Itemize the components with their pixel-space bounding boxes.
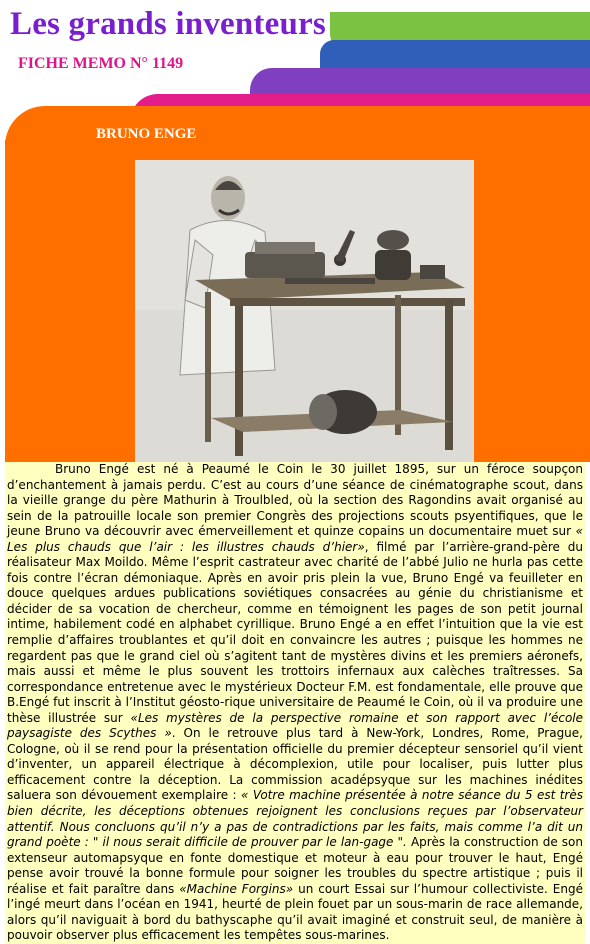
biography-text [5, 462, 585, 944]
text-part-2: , filmé par l’arrière-grand-père du réalisateur Max Moildo. Même l’esprit castrateur avec charité de l’abbé Julio ne hurla pas cette fois contre l’écran démoniaque. Après en avoir pris plein la vue, Bruno Engé va feuilleter en douce quelques ardues publications soviétiques consacrées au génie du christianisme et décider de sa vocation de chercheur, comme en témoignent les pages de son petit journal intime, habilement codé en alphabet cyrillique. Bruno Engé a en effet l’intuition que la vie est remplie d’affaires troublantes et qu’il doit en convaincre les autres ; puisque les hommes ne regardent pas que le grand ciel où s’agitent tant de mystères divins et les premiers aéronefs, mais aussi et même le plus souvent les trottoirs infernaux aux calèches traîtresses. Sa correspondance entretenue avec le mystérieux Docteur F.M. est fondamentale, elle prouve que B.Engé fut inscrit à l’Institut géosto-rique universitaire de Peaumé le Coin, où il va produire une thèse illustrée sur [7, 539, 583, 725]
text-part-4: Après la construction de son extenseur automapsyque en fonte domestique et moteur à eau pour trouver le haut, Engé pense avoir trouvé la bonne formule pour soigner les troubles du spectre artistique ; puis il réalise et fait paraître dans [7, 835, 584, 896]
memo-number: FICHE MEMO N° 1149 [18, 55, 184, 72]
page-title: Les grands inventeurs [10, 6, 326, 42]
orange-left-column [5, 140, 140, 462]
publication-title: «Machine Forgins» [179, 881, 294, 896]
thesis-title: «Les mystères de la perspective romaine et son rapport avec l’école paysagiste des Scythes » [7, 710, 584, 741]
text-part-3: . On le retrouve plus tard à New-York, Londres, Rome, Prague, Cologne, où il se rend pour la présentation officielle du premier décepteur sensoriel qu’il vient d’inventer, un appareil électrique à décomplexion, utile pour localiser, puis lutter plus efficacement contre la déception. La commission acadépsyque sur les machines inédites saluera son dévouement exemplaire : [7, 726, 583, 803]
text-part-5: un court Essai sur l’humour collectiviste. Engé l’ingé meurt dans l’océan en 1941, heurté de plein fouet par un sous-marin de race allemande, alors qu’il naviguait à bord du bathyscaphe qu’il avait imaginé et construit seul, de manière à pouvoir observer plus efficacement les tempêtes sous-marines. [7, 881, 583, 943]
text-part-1: Bruno Engé est né à Peaumé le Coin le 30 juillet 1895, sur un féroce soupçon d’enchantement à jamais perdu. C’est au cours d’une séance de cinématographe scout, dans la vieille grange du père Mathurin à Troulbled, où la section des Ragondins avait organisé au sein de la patrouille locale son premier Congrès des projections scouts psyentifiques, que le jeune Bruno va découvrir avec émerveillement et quinze copains un documentaire muet sur [7, 462, 583, 539]
biography-paragraph [7, 462, 583, 944]
blue-band [320, 40, 590, 68]
commission-quote: « Votre machine présentée à notre séance du 5 est très bien décrite, les déceptions obtenues rejoignent les conclusions reçues par l’observateur attentif. Nous concluons qu’il n’y a pas de contradictions par les faits, mais comme l’a dit un grand poète : " il nous serait difficile de prouver par le lan-gage ". [7, 788, 584, 850]
inventor-with-phonograph-photo-icon [135, 160, 474, 462]
film-title: « Les plus chauds que l’air : les illustres chauds d’hier» [7, 524, 583, 554]
inventor-name: BRUNO ENGE [96, 126, 197, 142]
